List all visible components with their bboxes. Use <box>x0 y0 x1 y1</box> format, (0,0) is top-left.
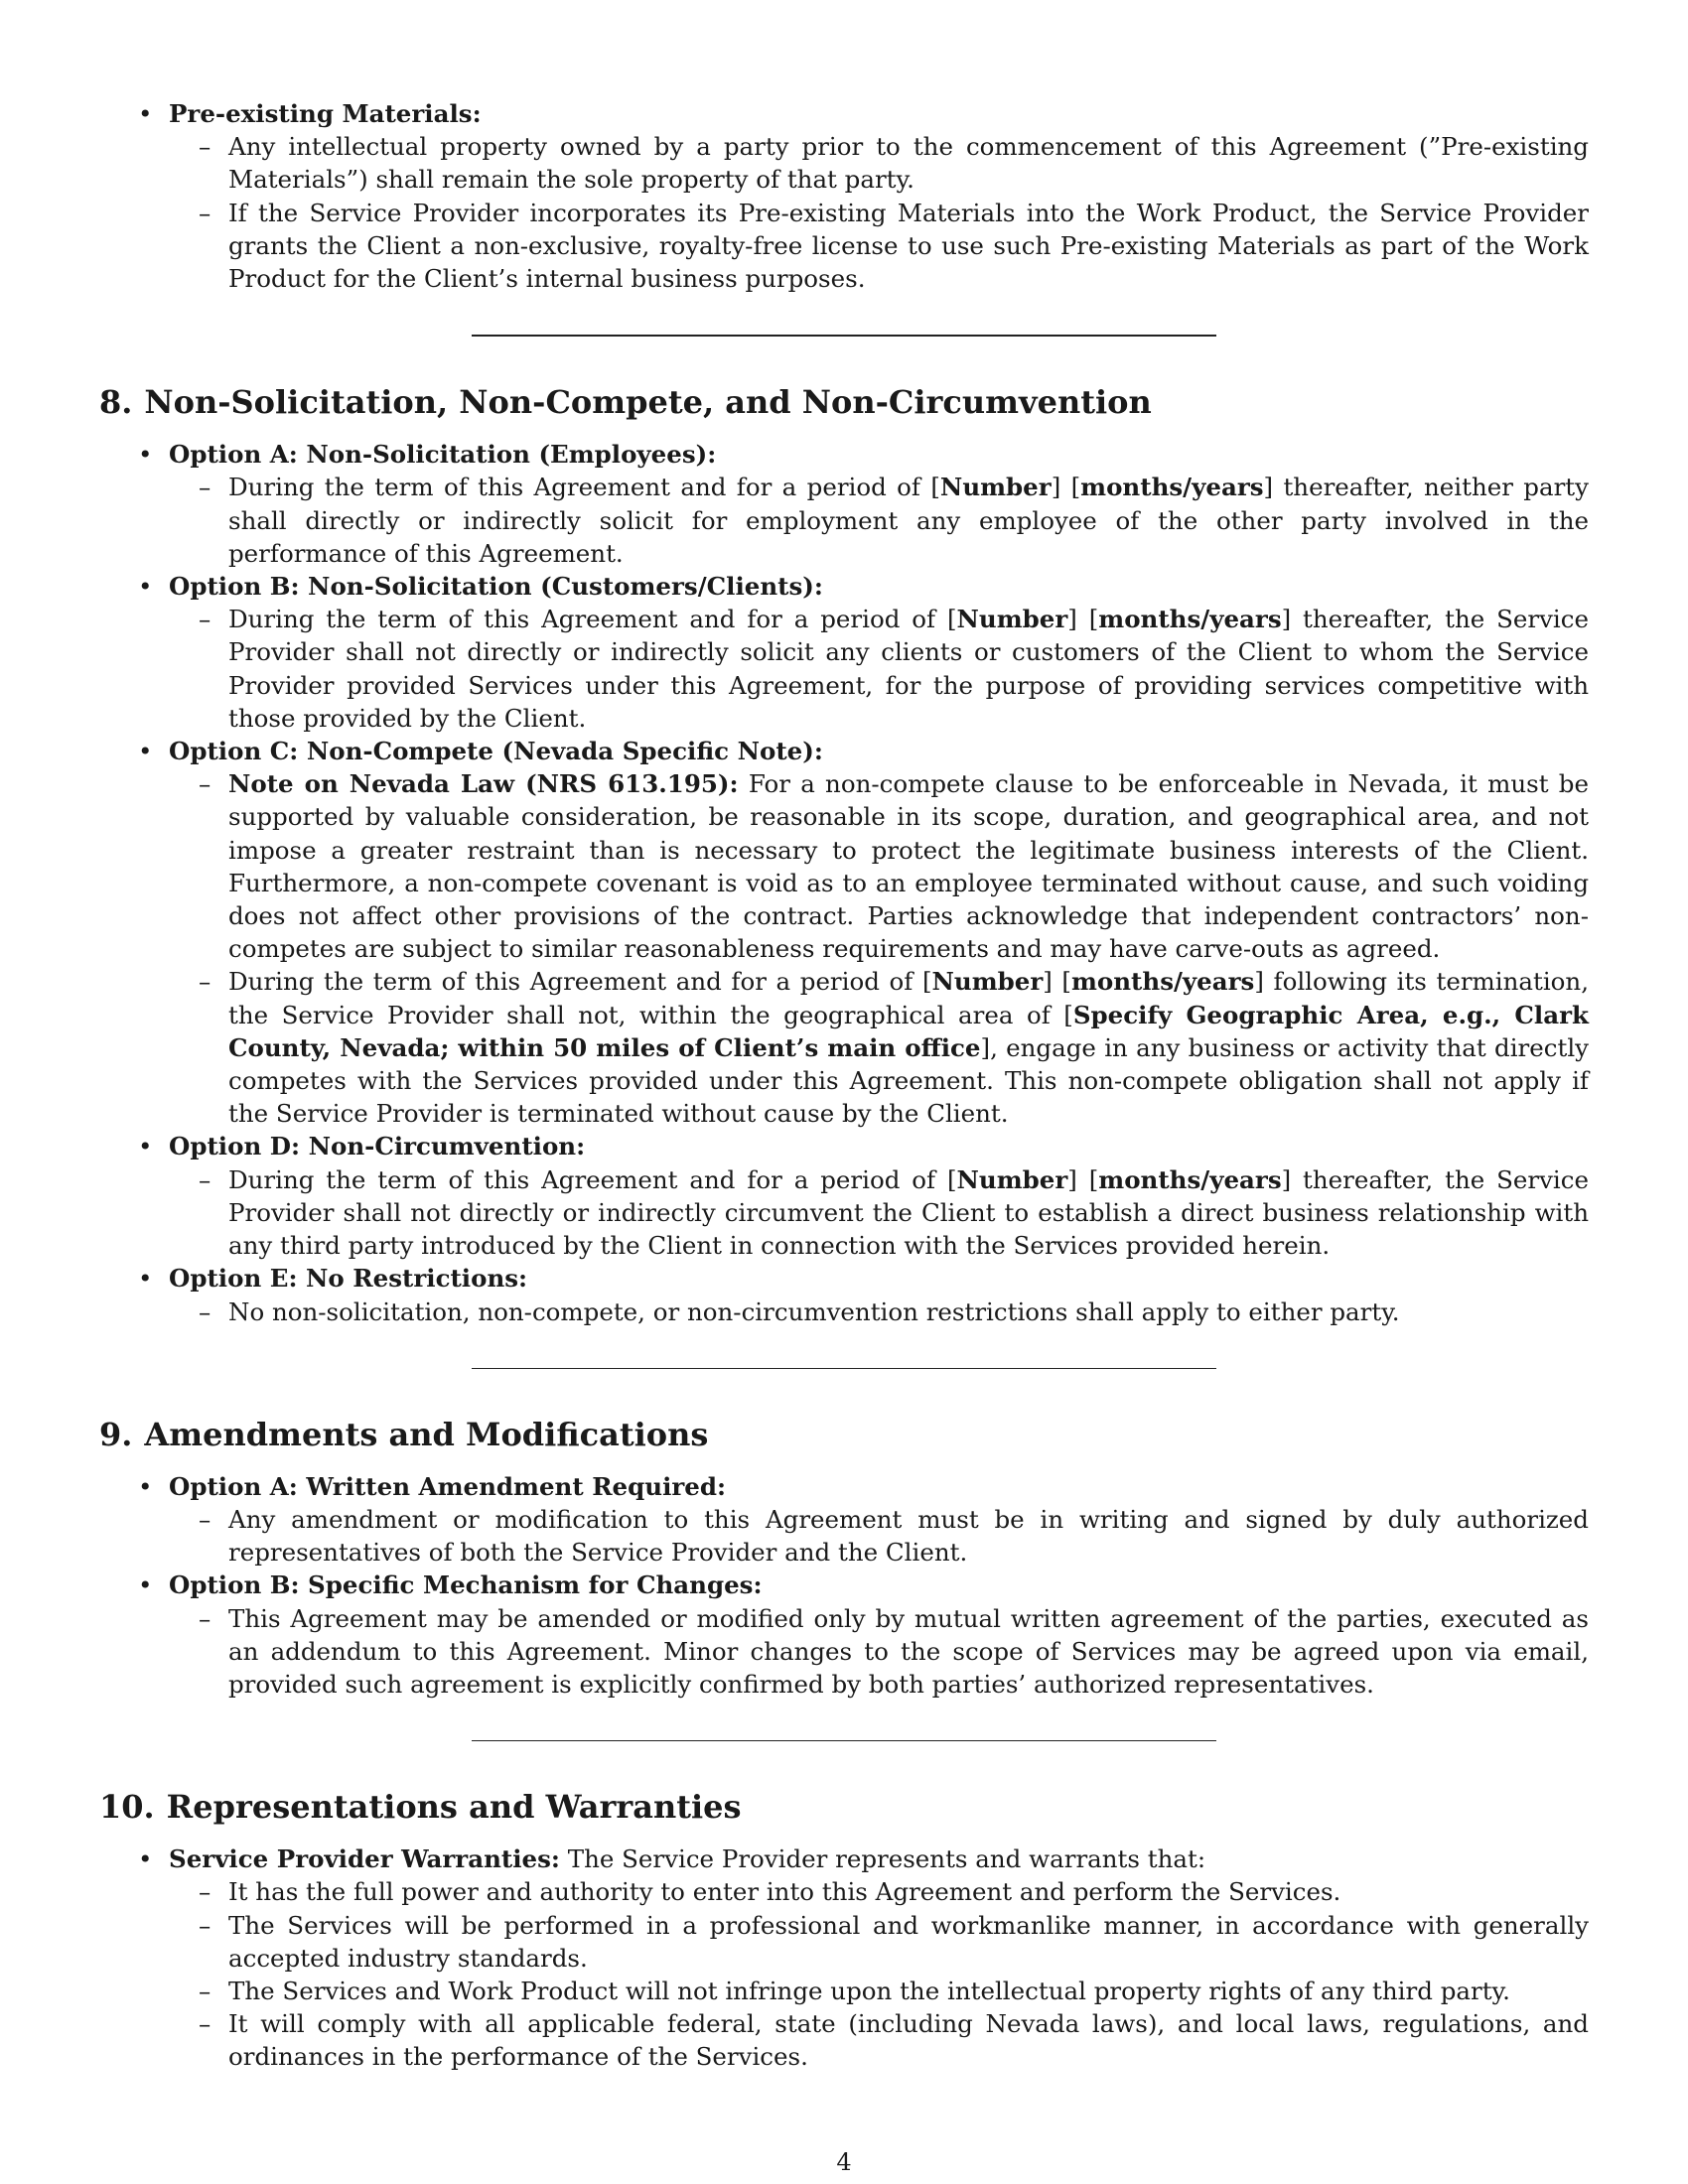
bullet: • <box>138 99 153 128</box>
section-divider <box>472 335 1216 337</box>
warranty-item: – The Services and Work Product will not infringe upon the intellectual property rights of any third party. <box>199 1976 1510 2005</box>
warranties-intro: The Service Provider represents and warrants that: <box>559 1844 1206 1874</box>
preexisting-text-2: If the Service Provider incorporates its Pre-existing Materials into the Work Product, the Service Provider grants the Client a non-exclusive, royalty-free license to use such Pre-existing Materials as part of the Work Product for the Client’s internal business purposes. <box>228 198 1589 294</box>
option-a-text: – Any amendment or modification to this Agreement must be in writing and signed by duly authorized representatives of both the Service Provider and the Client. <box>199 1504 1589 1568</box>
option-c: • Option C: Non-Compete (Nevada Specific Note): – Note on Nevada Law (NRS 613.195): For a non-compete clause to be enforceable in Nevada, it must be supported by valuable consideration, be reasonable in its scope, duration, and geographical area, and not impose a greater restraint than is necessary to protect the legitimate business interests of the Client. Furthermore, a non-compete covenant is void as to an employee terminated without cause, and such voiding does not affect other provisions of the contract. Parties acknowledge that independent contractors’ non-competes are subject to similar reasonableness requirements and may have carve-outs as agreed. – During the term of this Agreement and for a period of [Number] [months/years] following its termination, the Service Provider shall not, within the geographical area of [Specify Geographic Area, e.g., Clark County, Nevada; within 50 miles of Client’s main office], engage in any business or activity that directly competes with the Services provided under this Agreement. This non-compete obligation shall not apply if the Service Provider is terminated without cause by the Client. <box>99 735 1589 1130</box>
page-content <box>99 97 1589 2074</box>
option-e-title: Option E: No Restrictions: <box>169 1264 528 1294</box>
page-number: 4 <box>836 2148 852 2176</box>
option-b-text: – During the term of this Agreement and for a period of [Number] [months/years] thereafter, the Service Provider shall not directly or indirectly solicit any clients or customers of the Client to whom the Service Provider provided Services under this Agreement, for the purpose of providing services competitive with those provided by the Client. <box>199 605 1589 733</box>
section-10-items <box>99 1843 1589 2073</box>
section-10-heading: 10. Representations and Warranties <box>99 1788 742 1827</box>
option-e-text: – No non-solicitation, non-compete, or non-circumvention restrictions shall apply to either party. <box>199 1297 1400 1326</box>
section-divider <box>472 1368 1216 1369</box>
section-9-heading: 9. Amendments and Modifications <box>99 1415 709 1453</box>
option-b-text: – This Agreement may be amended or modified only by mutual written agreement of the parties, executed as an addendum to this Agreement. Minor changes to the scope of Services may be agreed upon via email, provided such agreement is explicitly confirmed by both parties’ authorized representatives. <box>199 1603 1589 1699</box>
option-d: • Option D: Non-Circumvention: – During the term of this Agreement and for a period of [Number] [months/years] thereafter, the Service Provider shall not directly or indirectly circumvent the Client to establish a direct business relationship with any third party introduced by the Client in connection with the Services provided herein. <box>99 1130 1589 1262</box>
warranty-item: – It has the full power and authority to enter into this Agreement and perform the Services. <box>199 1877 1341 1907</box>
preexisting-text-1: Any intellectual property owned by a party prior to the commencement of this Agreement (”Pre-existing Materials”) shall remain the sole property of that party. <box>228 132 1589 195</box>
option-a: • Option A: Non-Solicitation (Employees): – During the term of this Agreement and for a period of [Number] [months/years] thereafter, neither party shall directly or indirectly solicit for employment any employee of the other party involved in the performance of this Agreement. <box>99 438 1589 570</box>
warranty-item: – It will comply with all applicable federal, state (including Nevada laws), and local laws, regulations, and ordinances in the performance of the Services. <box>199 2009 1589 2072</box>
preexisting-item <box>99 97 1589 295</box>
nevada-law-note: – Note on Nevada Law (NRS 613.195): For a non-compete clause to be enforceable in Nevada, it must be supported by valuable consideration, be reasonable in its scope, duration, and geographical area, and not impose a greater restraint than is necessary to protect the legitimate business interests of the Client. Furthermore, a non-compete covenant is void as to an employee terminated without cause, and such voiding does not affect other provisions of the contract. Parties acknowledge that independent contractors’ non-competes are subject to similar reasonableness requirements and may have carve-outs as agreed. <box>199 769 1589 964</box>
warranties-title: Service Provider Warranties: <box>169 1844 560 1874</box>
option-d-text: – During the term of this Agreement and for a period of [Number] [months/years] thereafter, the Service Provider shall not directly or indirectly circumvent the Client to establish a direct business relationship with any third party introduced by the Client in connection with the Services provided herein. <box>199 1164 1589 1261</box>
option-e: • Option E: No Restrictions: – No non-solicitation, non-compete, or non-circumvention restrictions shall apply to either party. <box>99 1262 1589 1327</box>
option-b-title: Option B: Specific Mechanism for Changes: <box>169 1570 763 1600</box>
preexisting-subitem: – If the Service Provider incorporates its Pre-existing Materials into the Work Product, the Service Provider grants the Client a non-exclusive, royalty-free license to use such Pre-existing Materials as part of the Work Product for the Client’s internal business purposes. <box>199 198 1589 294</box>
option-a-title: Option A: Written Amendment Required: <box>169 1471 727 1501</box>
option-a-text: – During the term of this Agreement and for a period of [Number] [months/years] thereafter, neither party shall directly or indirectly solicit for employment any employee of the other party involved in the performance of this Agreement. <box>199 473 1589 568</box>
warranty-item: – The Services will be performed in a professional and workmanlike manner, in accordance with generally accepted industry standards. <box>199 1910 1589 1973</box>
option-b: • Option B: Non-Solicitation (Customers/Clients): – During the term of this Agreement and for a period of [Number] [months/years] thereafter, the Service Provider shall not directly or indirectly solicit any clients or customers of the Client to whom the Service Provider provided Services under this Agreement, for the purpose of providing services competitive with those provided by the Client. <box>99 570 1589 735</box>
preexisting-subitem: – Any intellectual property owned by a party prior to the commencement of this Agreement (”Pre-existing Materials”) shall remain the sole property of that party. <box>199 132 1589 195</box>
section-8-heading: 8. Non-Solicitation, Non-Compete, and Non-Circumvention <box>99 383 1152 422</box>
section-8-options <box>99 438 1589 1327</box>
service-provider-warranties: • Service Provider Warranties: The Service Provider represents and warrants that: – It has the full power and authority to enter into this Agreement and perform the Services. – The Services will be performed in a professional and workmanlike manner, in accordance with generally accepted industry standards. – The Services and Work Product will not infringe upon the intellectual property rights of any third party. – It will comply with all applicable federal, state (including Nevada laws), and local laws, regulations, and ordinances in the performance of the Services. <box>99 1843 1589 2073</box>
option-b: • Option B: Specific Mechanism for Changes: – This Agreement may be amended or modified only by mutual written agreement of the parties, executed as an addendum to this Agreement. Minor changes to the scope of Services may be agreed upon via email, provided such agreement is explicitly confirmed by both parties’ authorized representatives. <box>99 1569 1589 1701</box>
option-a: • Option A: Written Amendment Required: – Any amendment or modification to this Agreement must be in writing and signed by duly authorized representatives of both the Service Provider and the Client. <box>99 1470 1589 1570</box>
preexisting-list <box>99 97 1589 295</box>
option-c-text: – During the term of this Agreement and for a period of [Number] [months/years] following its termination, the Service Provider shall not, within the geographical area of [Specify Geographic Area, e.g., Clark County, Nevada; within 50 miles of Client’s main office], engage in any business or activity that directly competes with the Services provided under this Agreement. This non-compete obligation shall not apply if the Service Provider is terminated without cause by the Client. <box>199 967 1589 1129</box>
preexisting-title: Pre-existing Materials: <box>169 99 482 128</box>
option-b-title: Option B: Non-Solicitation (Customers/Clients): <box>169 572 823 602</box>
option-d-title: Option D: Non-Circumvention: <box>169 1132 586 1161</box>
section-divider <box>472 1740 1216 1741</box>
section-9-options <box>99 1470 1589 1701</box>
option-a-title: Option A: Non-Solicitation (Employees): <box>169 440 717 470</box>
option-c-title: Option C: Non-Compete (Nevada Specific Note): <box>169 737 823 766</box>
